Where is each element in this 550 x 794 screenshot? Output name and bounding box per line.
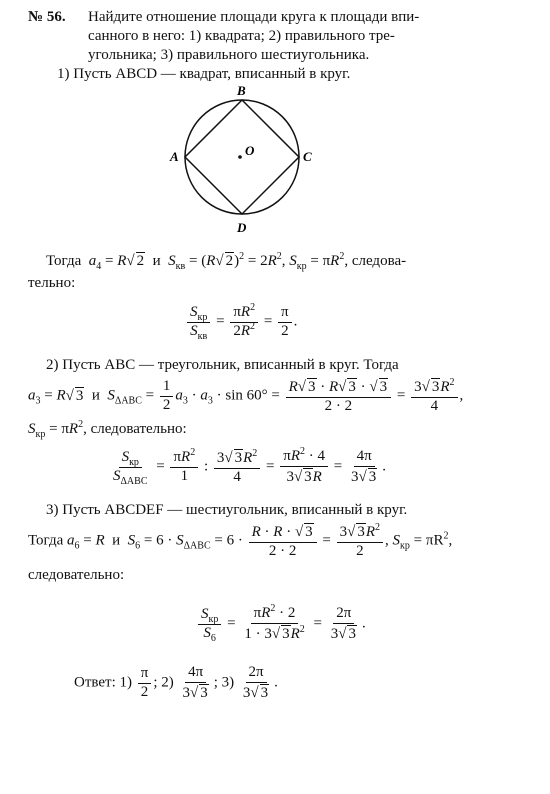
part1-therefore: тельно: [28, 275, 76, 291]
part2-circle-area: $S_{кр} = \pi R^2$, следовательно: [28, 419, 187, 440]
label-D: D [237, 220, 247, 235]
problem-statement-line-3: угольника; 3) правильного шестиугольника. [88, 47, 370, 63]
part2-formula-line: $a_3 = R√$ 3 и $S_{\Delta ABC}$ = $\frac{1}{2}$ $a_3 \cdot a_3 \cdot \sin 60^\circ$ = $\frac{R√ 3 \cdot R√ 3 \cdot √ 3}{2 \cdot 2}$ = $\frac{3√ 3R^2}{4}$ , [28, 378, 463, 415]
problem-number: № 56. [28, 9, 66, 25]
circle-square-figure [165, 80, 325, 240]
label-O: O [245, 143, 255, 158]
circumscribed-circle [185, 100, 299, 214]
part3-therefore: следовательно: [28, 567, 125, 583]
problem-statement-line-2: санного в него: 1) квадрата; 2) правильного тре- [88, 28, 395, 44]
part3-intro: 3) Пусть ABCDEF — шестиугольник, вписанный в круг. [46, 502, 408, 518]
label-C: C [303, 149, 312, 164]
center-point [238, 155, 242, 159]
part1-ratio: $\frac{S_{кр}}{S_{кв}}$ = $\frac{\pi R^2}{2R^2}$ = $\frac{\pi}{2}$ . [185, 305, 297, 340]
label-B: B [237, 83, 246, 98]
label-A: A [170, 149, 179, 164]
part1-intro: 1) Пусть ABCD — квадрат, вписанный в круг. [57, 66, 351, 82]
problem-statement-line-1: Найдите отношение площади круга к площади впи- [88, 9, 420, 25]
part3-ratio: $\frac{S_{кр}}{S_6}$ = $\frac{\pi R^2 \cdot 2}{1 \cdot 3√ 3R^2}$ = $\frac{2\pi}{3√ 3}$ . [196, 606, 366, 643]
part1-formula-line: Тогда $a_4 = R√$ 2 и $S_{кв} = (R√$ $2)^2 = 2R^2$, $S_{кр} = \pi R^2$, следова- [46, 252, 406, 270]
answer-line: Ответ: 1) $\frac{\pi}{2}$ ; 2) $\frac{4\pi}{3√ 3}$ ; 3) $\frac{2\pi}{3√ 3}$ . [74, 665, 278, 702]
part3-formula-line: Тогда $a_6 = R$ и $S_6 = 6 \cdot S_{\Delta ABC} = 6$ · $\frac{R \cdot R \cdot √ 3}{2 \cdot 2}$ = $\frac{3√ 3R^2}{2}$ , $S_{кр} = \pi R^2$, [28, 523, 452, 560]
part2-intro: 2) Пусть ABC — треугольник, вписанный в круг. Тогда [46, 357, 399, 373]
part2-ratio: $\frac{S_{кр}}{S_{\Delta ABC}}$ = $\frac{\pi R^2}{1}$ : $\frac{3√ 3R^2}{4}$ = $\frac{\pi R^2 \cdot 4}{3√ 3R}$ = $\frac{4\pi}{3√ 3}$ . [108, 449, 386, 486]
